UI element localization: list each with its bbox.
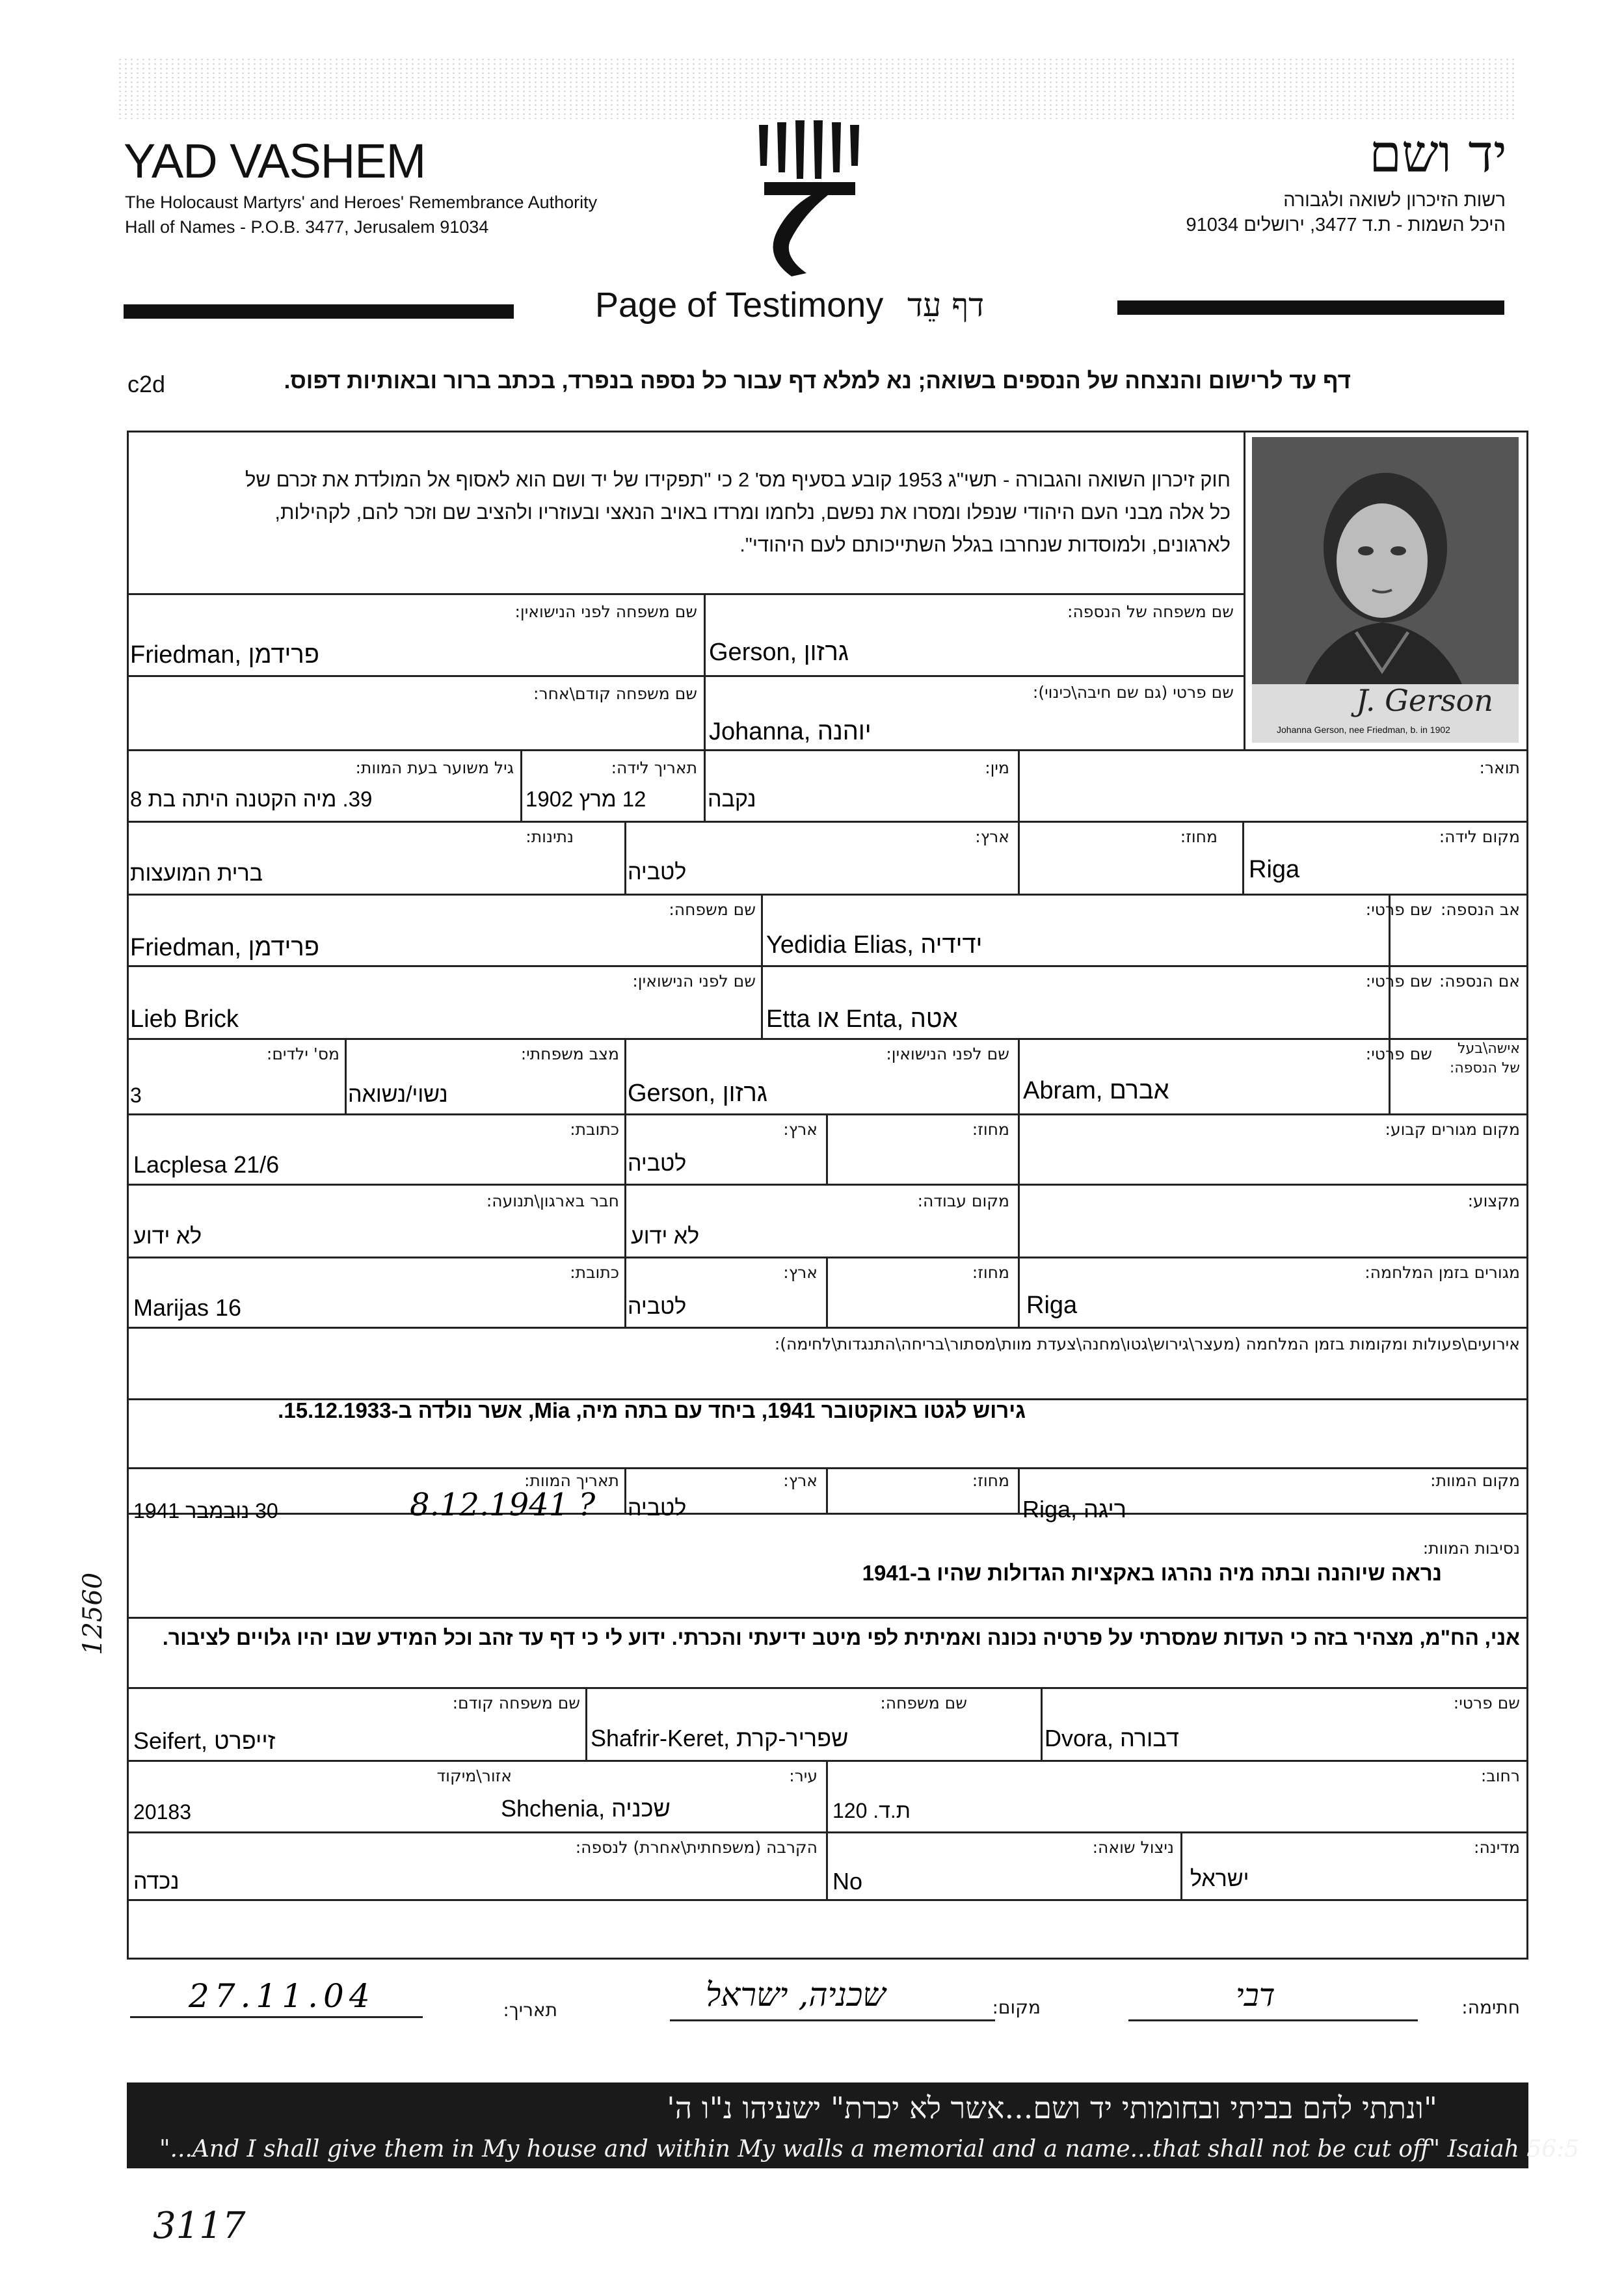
residence-country-label: ארץ: bbox=[783, 1120, 818, 1139]
signature-line bbox=[1128, 2019, 1418, 2021]
profession-label: מקצוע: bbox=[1467, 1191, 1520, 1210]
law-text-line-2: כל אלה מבני העם היהודי שנפלו ומסרו את נפשם, נלחמו ומרדו באויב הנאצי ובעוזריו ולהציב שם וזכר להם, לקהילות, bbox=[274, 501, 1231, 524]
yad-vashem-logo-icon bbox=[751, 117, 875, 283]
declaration-text: אני, הח"מ, מצהיר בזה כי העדות שמסרתי על פרטיה נכונה ואמיתית לפי מיטב ידיעתי והכרתי. ידוע לי כי דף עד זהב וכל המידע שבו יהיו גלויים לציבור. bbox=[162, 1626, 1520, 1649]
submitter-family-name: שפריר-קרת ,Shafrir-Keret bbox=[591, 1725, 849, 1751]
children-count: 3 bbox=[130, 1084, 142, 1107]
war-country-label: ארץ: bbox=[783, 1263, 818, 1282]
spouse-first-label: שם פרטי: bbox=[1365, 1044, 1432, 1063]
signature-label: חתימה: bbox=[1461, 1997, 1520, 2018]
form-instruction: דף עד לרישום והנצחה של הנספים בשואה; נא למלא דף עבור כל נספה בנפרד, בכתב ברור ובאותיות דפוס. bbox=[284, 368, 1351, 393]
previous-name-label: שם משפחה קודם\אחר: bbox=[533, 684, 697, 703]
date-label: תאריך: bbox=[503, 1999, 557, 2021]
maiden-name-label: שם משפחה לפני הנישואין: bbox=[514, 602, 697, 621]
residence-address-label: כתובת: bbox=[570, 1120, 619, 1139]
relation-label: הקרבה (משפחתית\אחרת) לנספה: bbox=[575, 1838, 818, 1857]
war-residence-label: מגורים בזמן המלחמה: bbox=[1364, 1263, 1520, 1282]
events-label: אירועים\פעולות ומקומות בזמן המלחמה (מעצר\גירוש\גטו\מחנה\צעדת מוות\מסתור\בריחה\התנגדות\לחימה): bbox=[774, 1335, 1520, 1353]
death-place-label: מקום המוות: bbox=[1430, 1471, 1520, 1490]
events-text: גירוש לגטו באוקטובר 1941, ביחד עם בתה מיה, Mia, אשר נולדה ב-15.12.1933. bbox=[278, 1398, 1026, 1422]
victim-birth-country: לטביה bbox=[628, 860, 687, 885]
death-district-label: מחוז: bbox=[972, 1471, 1009, 1490]
death-circumstances-label: נסיבות המוות: bbox=[1422, 1539, 1520, 1558]
spouse-first-name: אברם ,Abram bbox=[1023, 1077, 1169, 1104]
victim-age: 39. מיה הקטנה היתה בת 8 bbox=[130, 787, 373, 811]
submitter-prev-label: שם משפחה קודם: bbox=[452, 1694, 580, 1712]
org-subtitle-he-2: היכל השמות - ת.ד 3477, ירושלים 91034 bbox=[1186, 215, 1506, 235]
victim-birthplace: Riga bbox=[1249, 856, 1300, 883]
victim-nationality: ברית המועצות bbox=[130, 861, 263, 886]
residence-address: Lacplesa 21/6 bbox=[133, 1151, 280, 1178]
family-name-label: שם משפחה של הנספה: bbox=[1067, 602, 1234, 621]
father-row-label: אב הנספה: bbox=[1440, 900, 1520, 919]
victim-gender: נקבה bbox=[708, 787, 756, 812]
nationality-label: נתינות: bbox=[526, 827, 574, 846]
birth-district-label: מחוז: bbox=[1180, 827, 1218, 846]
spouse-row-label-1: אישה\בעל bbox=[1458, 1041, 1520, 1057]
relation-value: נכדה bbox=[133, 1869, 180, 1894]
footer-banner bbox=[127, 2082, 1580, 2168]
survivor-label: ניצול שואה: bbox=[1092, 1838, 1174, 1857]
signature-value: דבי bbox=[1236, 1977, 1275, 2014]
death-date: 30 נובמבר 1941 bbox=[133, 1499, 278, 1523]
date-line bbox=[130, 2016, 423, 2018]
survivor-value: No bbox=[832, 1868, 863, 1895]
submitter-first-name: דבורה ,Dvora bbox=[1045, 1725, 1179, 1751]
father-family-label: שם משפחה: bbox=[669, 900, 756, 919]
father-first-name: ידידיה ,Yedidia Elias bbox=[766, 931, 983, 959]
org-name-en: YAD VASHEM bbox=[124, 134, 426, 188]
submitter-city: שכניה ,Shchenia bbox=[501, 1795, 671, 1822]
page-title-en: Page of Testimony bbox=[595, 286, 884, 325]
law-text-line-1: חוק זיכרון השואה והגבורה - תשי"ג 1953 קובע בסעיף מס' 2 כי "תפקידו של יד ושם הוא לאסוף אל המולדת את זכרם של bbox=[245, 468, 1231, 491]
death-country: לטביה bbox=[628, 1496, 687, 1521]
mother-first-name: אטה ,Enta או Etta bbox=[766, 1005, 958, 1033]
footer-quote-he: "ונתתי להם בביתי ובחומותי יד ושם...אשר לא יכרת" ישעיהו נ"ו ה' bbox=[667, 2090, 1437, 2125]
spouse-row-label-2: של הנספה: bbox=[1449, 1060, 1520, 1076]
workplace-value: לא ידוע bbox=[631, 1224, 700, 1249]
photo-caption: Johanna Gerson, nee Friedman, b. in 1902 bbox=[1277, 725, 1450, 735]
title-bar-right bbox=[1117, 300, 1504, 315]
form-code: c2d bbox=[127, 371, 166, 397]
org-subtitle-en-2: Hall of Names - P.O.B. 3477, Jerusalem 91034 bbox=[125, 217, 489, 237]
death-country-label: ארץ: bbox=[783, 1471, 818, 1490]
residence-country: לטביה bbox=[628, 1151, 687, 1176]
war-residence-city: Riga bbox=[1026, 1292, 1078, 1319]
death-date-label: תאריך המוות: bbox=[524, 1471, 619, 1490]
birth-country-label: ארץ: bbox=[975, 827, 1009, 846]
law-text-line-3: לארגונים, ולמוסדות שנחרבו בגלל השתייכותם לעם היהודי". bbox=[739, 533, 1231, 556]
org-name-he: יד ושם bbox=[1369, 124, 1507, 184]
birthplace-label: מקום לידה: bbox=[1439, 827, 1520, 846]
workplace-label: מקום עבודה: bbox=[917, 1191, 1009, 1210]
mother-row-label: אם הנספה: bbox=[1439, 972, 1520, 991]
place-line bbox=[670, 2019, 995, 2021]
side-number: 12560 bbox=[78, 1572, 108, 1655]
mother-maiden-label: שם לפני הנישואין: bbox=[632, 972, 756, 991]
residence-row-label: מקום מגורים קבוע: bbox=[1385, 1120, 1520, 1139]
org-subtitle-he-1: רשות הזיכרון לשואה ולגבורה bbox=[1283, 190, 1506, 211]
dob-label: תאריך לידה: bbox=[611, 758, 697, 777]
submitter-country: ישראל bbox=[1190, 1867, 1249, 1891]
title-label: תואר: bbox=[1479, 758, 1520, 777]
children-label: מס' ילדים: bbox=[266, 1044, 339, 1063]
submitter-zip: 20183 bbox=[133, 1800, 191, 1824]
marital-status: נשוי/נשואה bbox=[348, 1082, 448, 1107]
bottom-number: 3117 bbox=[153, 2205, 246, 2247]
city-label: עיר: bbox=[789, 1766, 818, 1785]
victim-dob: 12 מרץ 1902 bbox=[526, 787, 646, 811]
submitter-street: ת.ד. 120 bbox=[832, 1799, 911, 1822]
org-subtitle-en-1: The Holocaust Martyrs' and Heroes' Remembrance Authority bbox=[125, 193, 598, 212]
war-district-label: מחוז: bbox=[972, 1263, 1009, 1282]
spouse-maiden-label: שם לפני הנישואין: bbox=[886, 1044, 1009, 1063]
victim-first-name: יוהנה ,Johanna bbox=[709, 718, 872, 745]
first-name-label: שם פרטי (גם שם חיבה\כינוי): bbox=[1032, 683, 1234, 702]
gender-label: מין: bbox=[985, 758, 1009, 777]
submitter-family-label: שם משפחה: bbox=[880, 1694, 967, 1712]
title-bar-left bbox=[124, 304, 514, 319]
victim-family-name: גרזון ,Gerson bbox=[709, 639, 849, 666]
photo-signature: J. Gerson bbox=[1356, 683, 1493, 718]
footer-quote-en: "...And I shall give them in My house and within My walls a memorial and a name...that shall not be cut off" Isaiah 56:5 bbox=[159, 2136, 1580, 2162]
mother-maiden-name: Lieb Brick bbox=[130, 1005, 239, 1033]
victim-maiden-name: פרידמן ,Friedman bbox=[130, 641, 319, 669]
war-country: לטביה bbox=[628, 1294, 687, 1319]
victim-photo bbox=[1252, 437, 1519, 743]
death-circumstances: נראה שיוהנה ובתה מיה נהרגו באקציות הגדולות שהיו ב-1941 bbox=[862, 1561, 1442, 1585]
organization-value: לא ידוע bbox=[133, 1224, 202, 1249]
submitter-prev-name: זייפרט ,Seifert bbox=[133, 1727, 276, 1754]
submitter-first-label: שם פרטי: bbox=[1453, 1694, 1520, 1712]
death-date-handwritten: 8.12.1941 ? bbox=[410, 1487, 596, 1523]
war-address-label: כתובת: bbox=[570, 1263, 619, 1282]
father-first-label: שם פרטי: bbox=[1365, 900, 1432, 919]
marital-status-label: מצב משפחתי: bbox=[520, 1044, 619, 1063]
place-value: שכניה, ישראל bbox=[706, 1976, 886, 2014]
spouse-maiden-name: גרזון ,Gerson bbox=[628, 1080, 767, 1107]
page-title-he: דף עֵד bbox=[907, 286, 985, 324]
age-label: גיל משוער בעת המוות: bbox=[355, 758, 514, 777]
scan-noise bbox=[117, 57, 1515, 119]
country-label: מדינה: bbox=[1474, 1838, 1520, 1857]
father-family-name: פרידמן ,Friedman bbox=[130, 934, 319, 961]
place-label: מקום: bbox=[992, 1997, 1041, 2018]
date-value: 27.11.04 bbox=[189, 1977, 375, 2015]
war-address: Marijas 16 bbox=[133, 1294, 242, 1321]
zip-label: אזור\מיקוד bbox=[436, 1766, 512, 1785]
residence-district-label: מחוז: bbox=[972, 1120, 1009, 1139]
street-label: רחוב: bbox=[1480, 1766, 1520, 1785]
mother-first-label: שם פרטי: bbox=[1365, 972, 1432, 991]
death-place: ריגה ,Riga bbox=[1022, 1496, 1126, 1523]
organization-label: חבר בארגון\תנועה: bbox=[486, 1191, 619, 1210]
